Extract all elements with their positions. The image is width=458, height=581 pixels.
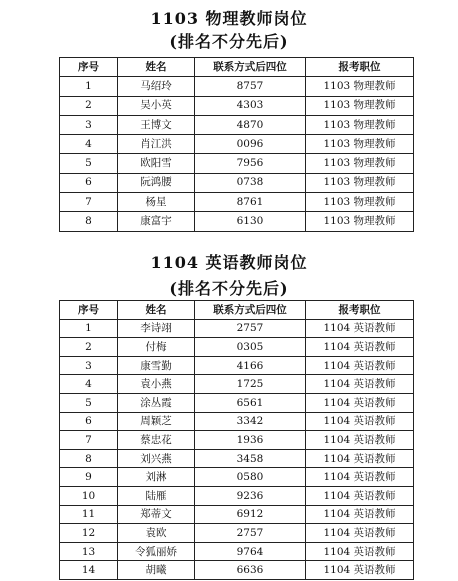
cell-position: 1104 英语教师 <box>306 356 414 375</box>
cell-contact: 9236 <box>195 486 306 505</box>
table-row <box>60 96 414 115</box>
table-row <box>60 542 414 561</box>
cell-index: 2 <box>60 338 118 357</box>
header-index: 序号 <box>60 58 118 77</box>
header-index: 序号 <box>60 301 118 320</box>
cell-index: 11 <box>60 505 118 524</box>
cell-index: 9 <box>60 468 118 487</box>
cell-position: 1104 英语教师 <box>306 468 414 487</box>
cell-contact: 4870 <box>195 115 306 134</box>
cell-position: 1104 英语教师 <box>306 375 414 394</box>
cell-contact: 2757 <box>195 319 306 338</box>
cell-name: 康富宇 <box>118 212 195 231</box>
section-subtitle-physics: (排名不分先后) <box>169 32 289 51</box>
cell-position: 1103 物理教师 <box>306 115 414 134</box>
cell-name: 郑蒂文 <box>118 505 195 524</box>
cell-index: 6 <box>60 173 118 192</box>
header-contact: 联系方式后四位 <box>195 58 306 77</box>
cell-index: 3 <box>60 115 118 134</box>
table-row <box>60 486 414 505</box>
table-row <box>60 173 414 192</box>
cell-name: 付梅 <box>118 338 195 357</box>
cell-index: 10 <box>60 486 118 505</box>
cell-name: 蔡忠花 <box>118 431 195 450</box>
cell-position: 1104 英语教师 <box>306 431 414 450</box>
cell-index: 1 <box>60 319 118 338</box>
cell-contact: 6912 <box>195 505 306 524</box>
table-row <box>60 393 414 412</box>
cell-contact: 0096 <box>195 135 306 154</box>
cell-contact: 0738 <box>195 173 306 192</box>
cell-name: 康雪勤 <box>118 356 195 375</box>
cell-index: 3 <box>60 356 118 375</box>
cell-index: 14 <box>60 561 118 580</box>
cell-contact: 3342 <box>195 412 306 431</box>
table-row <box>60 338 414 357</box>
cell-index: 5 <box>60 154 118 173</box>
cell-position: 1104 英语教师 <box>306 338 414 357</box>
cell-contact: 2757 <box>195 524 306 543</box>
cell-name: 王博文 <box>118 115 195 134</box>
header-position: 报考职位 <box>306 301 414 320</box>
cell-index: 2 <box>60 96 118 115</box>
table-row <box>60 135 414 154</box>
table-row <box>60 212 414 231</box>
cell-index: 1 <box>60 77 118 96</box>
cell-contact: 6636 <box>195 561 306 580</box>
cell-position: 1104 英语教师 <box>306 412 414 431</box>
table-row <box>60 356 414 375</box>
table-row <box>60 193 414 212</box>
cell-index: 8 <box>60 212 118 231</box>
cell-index: 5 <box>60 393 118 412</box>
cell-position: 1103 物理教师 <box>306 135 414 154</box>
table-row <box>60 561 414 580</box>
cell-contact: 8761 <box>195 193 306 212</box>
cell-contact: 4303 <box>195 96 306 115</box>
cell-name: 李诗翊 <box>118 319 195 338</box>
cell-name: 令狐丽娇 <box>118 542 195 561</box>
cell-index: 12 <box>60 524 118 543</box>
cell-contact: 0580 <box>195 468 306 487</box>
header-position: 报考职位 <box>306 58 414 77</box>
cell-position: 1103 物理教师 <box>306 154 414 173</box>
header-contact: 联系方式后四位 <box>195 301 306 320</box>
cell-index: 7 <box>60 193 118 212</box>
table-row <box>60 505 414 524</box>
cell-position: 1104 英语教师 <box>306 561 414 580</box>
table-row <box>60 431 414 450</box>
cell-position: 1103 物理教师 <box>306 77 414 96</box>
cell-index: 13 <box>60 542 118 561</box>
table-row <box>60 154 414 173</box>
table-row <box>60 375 414 394</box>
cell-contact: 0305 <box>195 338 306 357</box>
cell-contact: 7956 <box>195 154 306 173</box>
cell-position: 1103 物理教师 <box>306 193 414 212</box>
table-header-row <box>60 301 414 320</box>
table-row <box>60 524 414 543</box>
cell-contact: 4166 <box>195 356 306 375</box>
cell-position: 1103 物理教师 <box>306 96 414 115</box>
header-name: 姓名 <box>118 58 195 77</box>
table-row <box>60 319 414 338</box>
table-row <box>60 412 414 431</box>
cell-contact: 1725 <box>195 375 306 394</box>
cell-contact: 1936 <box>195 431 306 450</box>
cell-contact: 8757 <box>195 77 306 96</box>
cell-position: 1104 英语教师 <box>306 393 414 412</box>
cell-name: 杨星 <box>118 193 195 212</box>
cell-name: 袁欧 <box>118 524 195 543</box>
table-row <box>60 468 414 487</box>
section-title-english: 1104 英语教师岗位 <box>150 253 308 272</box>
cell-name: 陆雁 <box>118 486 195 505</box>
english-teacher-table <box>59 300 414 580</box>
cell-contact: 9764 <box>195 542 306 561</box>
cell-name: 袁小燕 <box>118 375 195 394</box>
cell-name: 涂丛霞 <box>118 393 195 412</box>
table-header-row <box>60 58 414 77</box>
cell-position: 1104 英语教师 <box>306 486 414 505</box>
section-title-physics: 1103 物理教师岗位 <box>150 9 308 28</box>
table-row <box>60 449 414 468</box>
cell-name: 阮鸿腰 <box>118 173 195 192</box>
cell-position: 1104 英语教师 <box>306 542 414 561</box>
cell-position: 1104 英语教师 <box>306 449 414 468</box>
cell-name: 欧阳雪 <box>118 154 195 173</box>
cell-name: 胡曦 <box>118 561 195 580</box>
cell-position: 1103 物理教师 <box>306 173 414 192</box>
cell-name: 刘兴燕 <box>118 449 195 468</box>
table-row <box>60 115 414 134</box>
cell-name: 马绍玲 <box>118 77 195 96</box>
cell-name: 刘淋 <box>118 468 195 487</box>
table-row <box>60 77 414 96</box>
cell-position: 1104 英语教师 <box>306 524 414 543</box>
cell-position: 1104 英语教师 <box>306 319 414 338</box>
cell-name: 吴小英 <box>118 96 195 115</box>
cell-position: 1103 物理教师 <box>306 212 414 231</box>
cell-index: 6 <box>60 412 118 431</box>
cell-index: 4 <box>60 375 118 394</box>
section-subtitle-english: (排名不分先后) <box>169 279 289 298</box>
cell-contact: 3458 <box>195 449 306 468</box>
cell-index: 8 <box>60 449 118 468</box>
physics-teacher-table <box>59 57 414 232</box>
cell-contact: 6130 <box>195 212 306 231</box>
cell-name: 周颖芝 <box>118 412 195 431</box>
header-name: 姓名 <box>118 301 195 320</box>
cell-position: 1104 英语教师 <box>306 505 414 524</box>
cell-index: 7 <box>60 431 118 450</box>
cell-name: 肖江洪 <box>118 135 195 154</box>
cell-contact: 6561 <box>195 393 306 412</box>
cell-index: 4 <box>60 135 118 154</box>
